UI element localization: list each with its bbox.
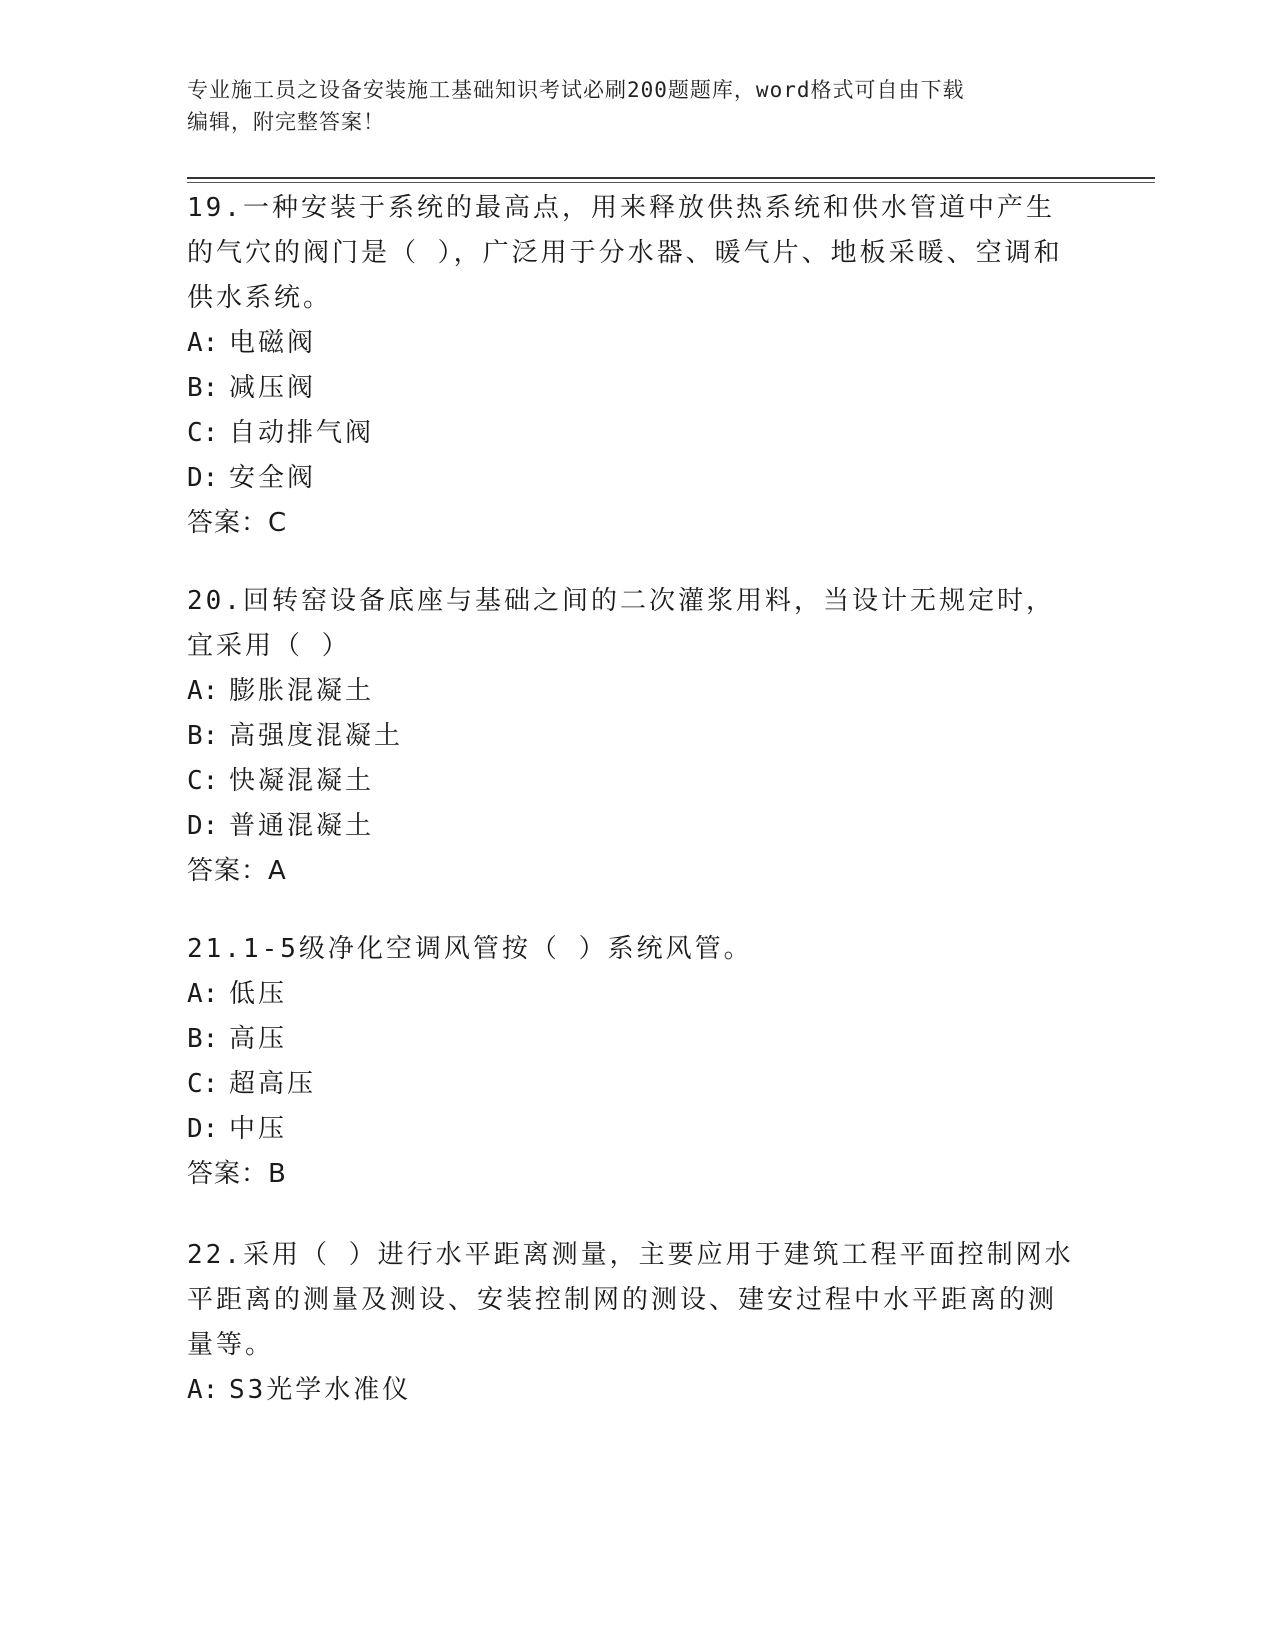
option-letter: C: <box>187 418 219 448</box>
option-text: 低压 <box>229 979 288 1009</box>
option-text: 普通混凝土 <box>229 811 375 841</box>
answer-label: 答案： <box>187 1159 269 1189</box>
option-d <box>187 1107 1077 1152</box>
option-letter: A: <box>187 979 219 1009</box>
option-letter: A: <box>187 676 219 706</box>
option-c <box>187 411 1077 456</box>
option-d <box>187 804 1077 849</box>
option-text: 自动排气阀 <box>229 418 375 448</box>
answer-value: A <box>268 856 287 886</box>
option-letter: C: <box>187 1069 219 1099</box>
answer-line <box>187 1152 1077 1197</box>
option-text: S3光学水准仪 <box>229 1375 412 1405</box>
option-b <box>187 366 1077 411</box>
option-text: 高强度混凝土 <box>229 721 404 751</box>
answer-label: 答案： <box>187 856 269 886</box>
header-line-1: 专业施工员之设备安装施工基础知识考试必刷200题题库，word格式可自由下载 <box>187 78 965 102</box>
option-c <box>187 1062 1077 1107</box>
question-22 <box>187 1233 1077 1413</box>
option-letter: C: <box>187 766 219 796</box>
option-a <box>187 1368 1077 1413</box>
option-text: 安全阀 <box>229 463 317 493</box>
option-text: 中压 <box>229 1114 288 1144</box>
answer-label: 答案： <box>187 508 269 538</box>
header-divider-thin <box>187 182 1155 183</box>
option-c <box>187 759 1077 804</box>
option-letter: B: <box>187 1024 219 1054</box>
answer-value: C <box>268 508 288 538</box>
option-letter: B: <box>187 373 219 403</box>
option-letter: D: <box>187 811 219 841</box>
option-text: 超高压 <box>229 1069 317 1099</box>
option-b <box>187 714 1077 759</box>
answer-line <box>187 849 1077 894</box>
question-21 <box>187 927 1077 1197</box>
option-letter: D: <box>187 1114 219 1144</box>
option-a <box>187 972 1077 1017</box>
question-19 <box>187 186 1077 546</box>
option-letter: A: <box>187 1375 219 1405</box>
answer-value: B <box>268 1159 287 1189</box>
answer-line <box>187 501 1077 546</box>
option-text: 膨胀混凝土 <box>229 676 375 706</box>
document-header <box>187 74 1067 138</box>
question-stem: 20.回转窑设备底座与基础之间的二次灌浆用料，当设计无规定时，宜采用（ ） <box>187 586 1055 661</box>
header-divider-thick <box>187 177 1155 179</box>
option-text: 快凝混凝土 <box>229 766 375 796</box>
question-stem: 21.1-5级净化空调风管按（ ）系统风管。 <box>187 934 753 964</box>
question-20 <box>187 579 1077 894</box>
header-line-2: 编辑，附完整答案！ <box>187 110 385 134</box>
option-b <box>187 1017 1077 1062</box>
option-text: 减压阀 <box>229 373 317 403</box>
option-a <box>187 669 1077 714</box>
question-stem: 19.一种安装于系统的最高点，用来释放供热系统和供水管道中产生的气穴的阀门是（ ），广泛用于分水器、暖气片、地板采暖、空调和供水系统。 <box>187 193 1063 313</box>
option-text: 电磁阀 <box>229 328 317 358</box>
option-letter: D: <box>187 463 219 493</box>
question-stem: 22.采用（ ）进行水平距离测量，主要应用于建筑工程平面控制网水平距离的测量及测设、安装控制网的测设、建安过程中水平距离的测量等。 <box>187 1240 1074 1360</box>
option-letter: B: <box>187 721 219 751</box>
option-text: 高压 <box>229 1024 288 1054</box>
option-letter: A: <box>187 328 219 358</box>
option-d <box>187 456 1077 501</box>
option-a <box>187 321 1077 366</box>
